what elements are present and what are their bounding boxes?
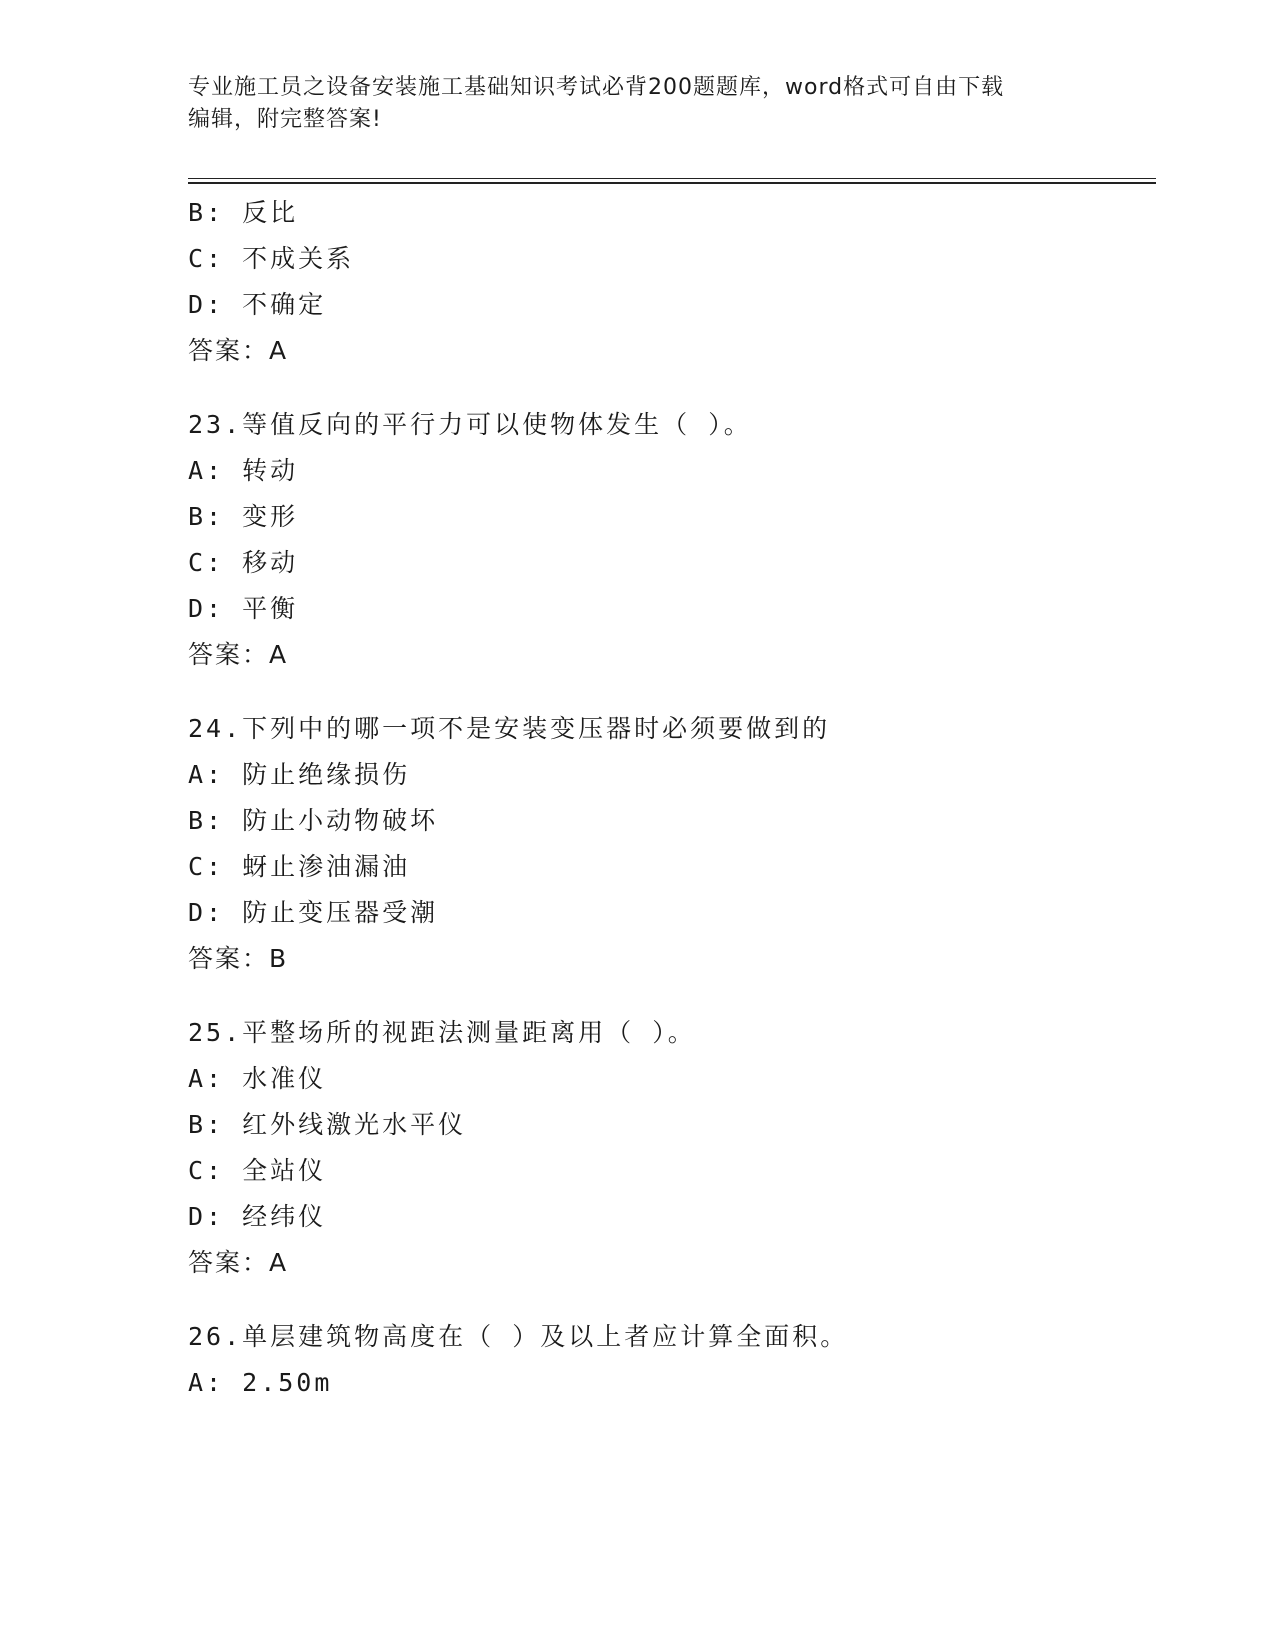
header-divider-thin xyxy=(188,178,1156,179)
question-block-22-partial xyxy=(188,190,1156,374)
question-text: 25.平整场所的视距法测量距离用（ ）。 xyxy=(188,1018,696,1047)
question-block-25 xyxy=(188,1010,1156,1286)
option-b: B: 红外线激光水平仪 xyxy=(188,1110,467,1139)
question-text: 24.下列中的哪一项不是安装变压器时必须要做到的 xyxy=(188,714,831,743)
header-title-line-1: 专业施工员之设备安装施工基础知识考试必背200题题库，word格式可自由下载 xyxy=(188,75,1005,100)
answer-line: 答案：A xyxy=(188,336,289,365)
question-block-23 xyxy=(188,402,1156,678)
option-c: C: 全站仪 xyxy=(188,1156,327,1185)
option-d: D: 不确定 xyxy=(188,290,327,319)
option-a: A: 防止绝缘损伤 xyxy=(188,760,411,789)
option-a: A: 2.50m xyxy=(188,1368,333,1397)
option-c: C: 移动 xyxy=(188,548,299,577)
option-d: D: 经纬仪 xyxy=(188,1202,327,1231)
option-a: A: 水准仪 xyxy=(188,1064,327,1093)
option-b: B: 反比 xyxy=(188,198,299,227)
option-b: B: 变形 xyxy=(188,502,299,531)
header-divider-thick xyxy=(188,182,1156,184)
option-b: B: 防止小动物破坏 xyxy=(188,806,439,835)
option-d: D: 防止变压器受潮 xyxy=(188,898,439,927)
option-c: C: 蚜止渗油漏油 xyxy=(188,852,411,881)
header-title-line-2: 编辑，附完整答案! xyxy=(188,107,382,132)
answer-line: 答案：B xyxy=(188,944,289,973)
answer-line: 答案：A xyxy=(188,640,289,669)
document-header xyxy=(188,72,1088,136)
answer-line: 答案：A xyxy=(188,1248,289,1277)
document-body xyxy=(188,190,1156,1406)
option-c: C: 不成关系 xyxy=(188,244,355,273)
question-text: 26.单层建筑物高度在（ ）及以上者应计算全面积。 xyxy=(188,1322,849,1351)
option-d: D: 平衡 xyxy=(188,594,299,623)
question-text: 23.等值反向的平行力可以使物体发生（ ）。 xyxy=(188,410,752,439)
option-a: A: 转动 xyxy=(188,456,299,485)
question-block-24 xyxy=(188,706,1156,982)
question-block-26 xyxy=(188,1314,1156,1406)
